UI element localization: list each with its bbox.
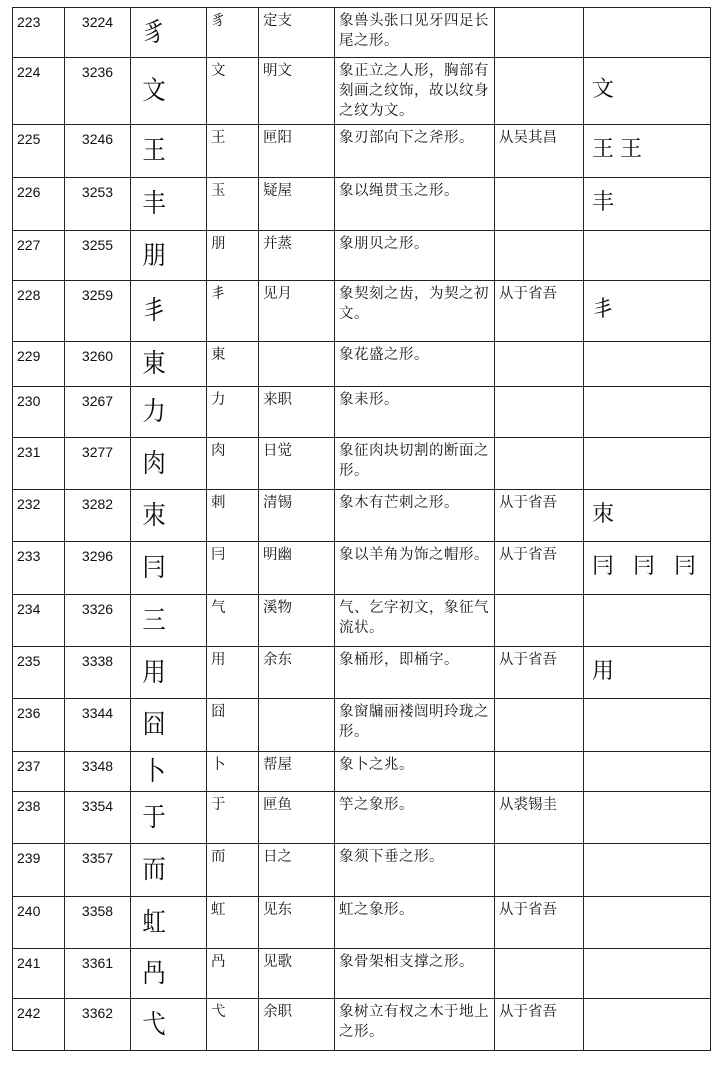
row-code: 3253 <box>65 178 131 231</box>
table-row <box>13 490 711 542</box>
oracle-glyph-mark: 弋 <box>142 1009 168 1040</box>
glyph-variants <box>584 8 711 58</box>
attribution-source <box>495 844 584 897</box>
variant-glyph-marks: 冃 冃 冃 <box>592 554 702 579</box>
phonetic-reading: 并蒸 <box>259 231 335 281</box>
oracle-glyph-mark: 朋 <box>142 240 168 271</box>
row-code: 3246 <box>65 125 131 178</box>
character-description: 气、乞字初文，象征气流状。 <box>335 595 495 647</box>
attribution-source <box>495 178 584 231</box>
character-description: 象刃部向下之斧形。 <box>335 125 495 178</box>
glyph-variants <box>584 595 711 647</box>
row-number: 230 <box>13 387 65 438</box>
glyph-variants <box>584 897 711 949</box>
row-code: 3326 <box>65 595 131 647</box>
variant-glyph-marks: 文 <box>592 77 621 102</box>
oracle-glyph <box>131 490 207 542</box>
character-description: 象窗牖丽褛闿明玲珑之形。 <box>335 699 495 752</box>
row-number: 239 <box>13 844 65 897</box>
modern-character: 刺 <box>207 490 259 542</box>
table-row <box>13 8 711 58</box>
modern-character: 東 <box>207 342 259 387</box>
table-body <box>13 8 711 1051</box>
oracle-glyph <box>131 999 207 1051</box>
modern-character: 囧 <box>207 699 259 752</box>
row-number: 238 <box>13 792 65 844</box>
row-code: 3357 <box>65 844 131 897</box>
glyph-variants <box>584 178 711 231</box>
oracle-glyph-mark: 囧 <box>142 710 168 740</box>
oracle-glyph-mark: 文 <box>142 76 168 106</box>
row-code: 3260 <box>65 342 131 387</box>
row-code: 3358 <box>65 897 131 949</box>
character-description: 象正立之人形，胸部有刻画之纹饰，故以纹身之纹为文。 <box>335 58 495 125</box>
row-code: 3348 <box>65 752 131 792</box>
phonetic-reading: 余职 <box>259 999 335 1051</box>
glyph-variants <box>584 844 711 897</box>
row-code: 3361 <box>65 949 131 999</box>
oracle-glyph <box>131 542 207 595</box>
attribution-source: 从裘锡圭 <box>495 792 584 844</box>
character-description: 象耒形。 <box>335 387 495 438</box>
modern-character: 卜 <box>207 752 259 792</box>
character-description: 象骨架相支撑之形。 <box>335 949 495 999</box>
oracle-glyph-mark: 冎 <box>142 958 168 989</box>
row-code: 3354 <box>65 792 131 844</box>
oracle-glyph-mark: 豸 <box>142 17 168 48</box>
oracle-glyph <box>131 8 207 58</box>
oracle-glyph-mark: 冃 <box>142 553 168 583</box>
attribution-source <box>495 231 584 281</box>
character-description: 象兽头张口见牙四足长尾之形。 <box>335 8 495 58</box>
modern-character: 力 <box>207 387 259 438</box>
variant-glyph-marks: 丰 <box>592 190 621 215</box>
oracle-glyph <box>131 58 207 125</box>
table-row <box>13 342 711 387</box>
oracle-glyph <box>131 949 207 999</box>
attribution-source: 从于省吾 <box>495 999 584 1051</box>
modern-character: 用 <box>207 647 259 699</box>
modern-character: 豸 <box>207 8 259 58</box>
row-code: 3362 <box>65 999 131 1051</box>
glyph-variants <box>584 699 711 752</box>
oracle-glyph <box>131 125 207 178</box>
table-row <box>13 281 711 342</box>
attribution-source <box>495 438 584 490</box>
phonetic-reading: 日觉 <box>259 438 335 490</box>
oracle-glyph-mark: 于 <box>142 802 168 833</box>
row-number: 232 <box>13 490 65 542</box>
oracle-glyph <box>131 752 207 792</box>
oracle-glyph <box>131 231 207 281</box>
glyph-variants <box>584 231 711 281</box>
phonetic-reading: 明幽 <box>259 542 335 595</box>
phonetic-reading <box>259 699 335 752</box>
table-row <box>13 438 711 490</box>
modern-character: 而 <box>207 844 259 897</box>
modern-character: 弋 <box>207 999 259 1051</box>
row-number: 226 <box>13 178 65 231</box>
attribution-source: 从吴其昌 <box>495 125 584 178</box>
row-number: 241 <box>13 949 65 999</box>
glyph-variants <box>584 542 711 595</box>
modern-character: 气 <box>207 595 259 647</box>
table-row <box>13 999 711 1051</box>
attribution-source: 从于省吾 <box>495 281 584 342</box>
table-row <box>13 949 711 999</box>
row-code: 3344 <box>65 699 131 752</box>
modern-character: 文 <box>207 58 259 125</box>
variant-glyph-marks: 王王 <box>592 137 649 162</box>
table-row <box>13 542 711 595</box>
glyph-variants <box>584 125 711 178</box>
attribution-source <box>495 58 584 125</box>
attribution-source: 从于省吾 <box>495 490 584 542</box>
row-code: 3296 <box>65 542 131 595</box>
row-code: 3255 <box>65 231 131 281</box>
oracle-glyph <box>131 647 207 699</box>
glyph-variants <box>584 58 711 125</box>
oracle-glyph-mark: 而 <box>142 855 168 885</box>
oracle-glyph-mark: 卜 <box>142 756 168 787</box>
table-row <box>13 844 711 897</box>
modern-character: 肉 <box>207 438 259 490</box>
phonetic-reading: 匣鱼 <box>259 792 335 844</box>
oracle-glyph-mark: 力 <box>142 397 168 427</box>
oracle-glyph <box>131 178 207 231</box>
phonetic-reading: 定支 <box>259 8 335 58</box>
oracle-glyph <box>131 897 207 949</box>
character-description: 象花盛之形。 <box>335 342 495 387</box>
row-number: 225 <box>13 125 65 178</box>
oracle-glyph-mark: 丰 <box>142 189 168 219</box>
character-description: 虹之象形。 <box>335 897 495 949</box>
glyph-variants <box>584 792 711 844</box>
glyph-variants <box>584 752 711 792</box>
character-description: 竽之象形。 <box>335 792 495 844</box>
row-code: 3277 <box>65 438 131 490</box>
row-code: 3267 <box>65 387 131 438</box>
table-row <box>13 792 711 844</box>
oracle-glyph <box>131 792 207 844</box>
row-code: 3338 <box>65 647 131 699</box>
row-number: 228 <box>13 281 65 342</box>
attribution-source <box>495 699 584 752</box>
character-description: 象木有芒刺之形。 <box>335 490 495 542</box>
oracle-glyph-mark: 王 <box>142 136 168 166</box>
attribution-source: 从于省吾 <box>495 897 584 949</box>
table-row <box>13 647 711 699</box>
oracle-glyph <box>131 844 207 897</box>
phonetic-reading: 余东 <box>259 647 335 699</box>
row-number: 229 <box>13 342 65 387</box>
phonetic-reading: 日之 <box>259 844 335 897</box>
oracle-glyph-mark: 朿 <box>142 500 168 531</box>
character-description: 象契刻之齿，为契之初文。 <box>335 281 495 342</box>
modern-character: 于 <box>207 792 259 844</box>
phonetic-reading: 见东 <box>259 897 335 949</box>
oracle-glyph <box>131 387 207 438</box>
character-description: 象卜之兆。 <box>335 752 495 792</box>
row-number: 235 <box>13 647 65 699</box>
phonetic-reading: 见歌 <box>259 949 335 999</box>
row-number: 224 <box>13 58 65 125</box>
variant-glyph-marks: 用 <box>592 658 621 684</box>
character-description: 象以羊角为饰之帽形。 <box>335 542 495 595</box>
glyph-variants <box>584 490 711 542</box>
row-number: 231 <box>13 438 65 490</box>
row-number: 240 <box>13 897 65 949</box>
row-number: 242 <box>13 999 65 1051</box>
glyph-variants <box>584 438 711 490</box>
row-number: 234 <box>13 595 65 647</box>
table-row <box>13 387 711 438</box>
row-code: 3282 <box>65 490 131 542</box>
glyph-variants <box>584 342 711 387</box>
oracle-glyph <box>131 342 207 387</box>
attribution-source <box>495 342 584 387</box>
table-row <box>13 752 711 792</box>
attribution-source <box>495 949 584 999</box>
phonetic-reading: 来职 <box>259 387 335 438</box>
oracle-glyph-mark: 丯 <box>142 296 168 326</box>
attribution-source: 从于省吾 <box>495 542 584 595</box>
character-description: 象树立有杈之木于地上之形。 <box>335 999 495 1051</box>
character-description: 象征肉块切割的断面之形。 <box>335 438 495 490</box>
row-number: 223 <box>13 8 65 58</box>
row-number: 233 <box>13 542 65 595</box>
oracle-glyph <box>131 438 207 490</box>
oracle-glyph <box>131 595 207 647</box>
phonetic-reading: 溪物 <box>259 595 335 647</box>
modern-character: 玉 <box>207 178 259 231</box>
glyph-variants <box>584 387 711 438</box>
row-code: 3236 <box>65 58 131 125</box>
modern-character: 虹 <box>207 897 259 949</box>
table-row <box>13 231 711 281</box>
attribution-source <box>495 387 584 438</box>
table-row <box>13 125 711 178</box>
modern-character: 朋 <box>207 231 259 281</box>
modern-character: 王 <box>207 125 259 178</box>
row-number: 237 <box>13 752 65 792</box>
glyph-variants <box>584 999 711 1051</box>
glyph-variants <box>584 281 711 342</box>
variant-glyph-marks: 丯 <box>592 297 621 322</box>
glyph-variants <box>584 647 711 699</box>
modern-character: 丯 <box>207 281 259 342</box>
row-number: 227 <box>13 231 65 281</box>
oracle-glyph <box>131 281 207 342</box>
attribution-source <box>495 595 584 647</box>
row-code: 3259 <box>65 281 131 342</box>
phonetic-reading: 帮屋 <box>259 752 335 792</box>
row-number: 236 <box>13 699 65 752</box>
glyph-variants <box>584 949 711 999</box>
oracle-glyph-mark: 三 <box>142 605 168 636</box>
variant-glyph-marks: 朿 <box>592 501 621 527</box>
character-description: 象须下垂之形。 <box>335 844 495 897</box>
character-description: 象桶形，即桶字。 <box>335 647 495 699</box>
table-row <box>13 58 711 125</box>
oracle-glyph <box>131 699 207 752</box>
attribution-source <box>495 8 584 58</box>
phonetic-reading: 疑屋 <box>259 178 335 231</box>
table-row <box>13 178 711 231</box>
phonetic-reading <box>259 342 335 387</box>
attribution-source: 从于省吾 <box>495 647 584 699</box>
oracle-glyph-mark: 用 <box>142 657 168 688</box>
phonetic-reading: 见月 <box>259 281 335 342</box>
table-row <box>13 699 711 752</box>
table-row <box>13 595 711 647</box>
attribution-source <box>495 752 584 792</box>
character-description: 象以绳贯玉之形。 <box>335 178 495 231</box>
oracle-glyph-mark: 虹 <box>142 907 168 938</box>
oracle-glyph-mark: 東 <box>142 349 168 379</box>
modern-character: 冃 <box>207 542 259 595</box>
phonetic-reading: 清锡 <box>259 490 335 542</box>
row-code: 3224 <box>65 8 131 58</box>
phonetic-reading: 匣阳 <box>259 125 335 178</box>
phonetic-reading: 明文 <box>259 58 335 125</box>
modern-character: 冎 <box>207 949 259 999</box>
character-description: 象朋贝之形。 <box>335 231 495 281</box>
oracle-bone-character-table <box>12 7 711 1051</box>
oracle-glyph-mark: 肉 <box>142 448 168 479</box>
table-row <box>13 897 711 949</box>
